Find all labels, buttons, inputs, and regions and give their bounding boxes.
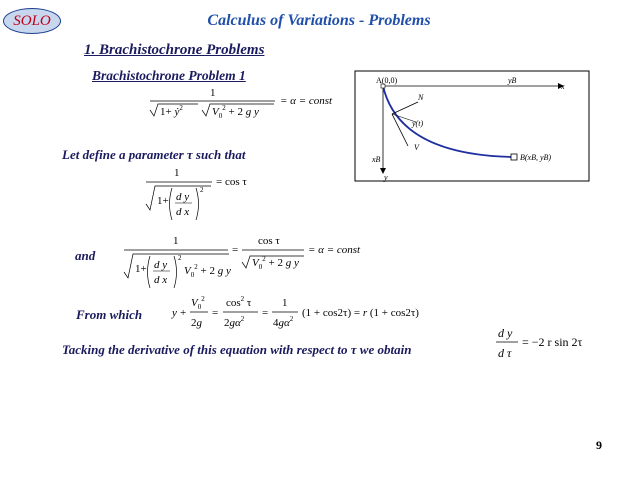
solo-logo: SOLO — [3, 8, 61, 34]
svg-text:V02 + 2 g y: $V_0^2 + 2$ g y — [184, 263, 231, 279]
svg-text:d y: d y — [176, 191, 190, 203]
svg-text:1: 1 — [173, 235, 179, 247]
svg-text:=: = — [262, 307, 269, 319]
svg-text:1+: 1+ — [135, 263, 147, 275]
parameter-intro: Let define a parameter τ such that — [62, 147, 246, 162]
svg-text:2gα2: $2g\alpha^2$ — [224, 315, 245, 329]
svg-text:4gα2: $4g\alpha^2$ — [273, 315, 294, 329]
svg-text:d y: d y — [154, 259, 168, 271]
svg-text:d x: d x — [154, 274, 168, 286]
svg-text:1: 1 — [210, 87, 216, 99]
svg-text:V02: $V_0^2$ — [191, 295, 205, 311]
normal-label: N — [418, 93, 424, 102]
and-label: and — [75, 248, 96, 263]
svg-text:1: 1 — [174, 167, 180, 179]
derivative-text: Tacking the derivative of this equation with respect to τ we obtain — [62, 342, 412, 357]
velocity-label: V — [414, 143, 419, 152]
yb-label: yB — [508, 76, 517, 85]
xb-label: xB — [372, 155, 381, 164]
equation-5 — [494, 323, 624, 363]
svg-text:d x: d x — [176, 206, 190, 218]
svg-text:d y: d y — [498, 326, 513, 340]
svg-text:V02 + 2 g y: $V_0^2 + 2$ g y — [252, 255, 299, 271]
x-axis-label: x — [561, 82, 565, 91]
svg-text:cos2 τ: $\cos^2 \tau$ — [226, 295, 252, 309]
eq3-rhs: = α = const — [308, 244, 361, 256]
svg-text:2: 2 — [200, 186, 204, 194]
end-point-label: B(xB, yB) — [520, 153, 552, 162]
svg-text:1+ ẏ2: 1+ ẏ$^2$ — [160, 104, 183, 118]
svg-text:cos τ: cos τ — [258, 235, 280, 247]
eq3-mid: = — [232, 244, 239, 256]
eq1-rhs: = α = const — [280, 95, 333, 107]
svg-text:V02 + 2 g y: $V_0^2 + 2$ g y — [212, 104, 259, 120]
svg-text:1+: 1+ — [157, 195, 169, 207]
eq5-rhs: = −2 r sin 2τ — [522, 335, 583, 349]
svg-text:2: 2 — [178, 254, 182, 262]
svg-text:+: + — [180, 307, 187, 319]
subsection-title: Brachistochrone Problem 1 — [92, 68, 246, 83]
origin-label: A(0,0) — [376, 76, 398, 85]
y-axis-label: y — [384, 173, 388, 182]
svg-text:1: 1 — [282, 297, 288, 309]
from-which-label: From which — [76, 307, 143, 322]
page-number: 9 — [596, 438, 602, 452]
svg-text:y: y — [172, 307, 177, 319]
section-title: 1. Brachistochrone Problems — [84, 42, 265, 58]
eq2-rhs: = cos τ — [216, 176, 247, 188]
yt-label: y(t) — [412, 119, 424, 128]
svg-text:2g: 2g — [191, 317, 202, 329]
page-title: Calculus of Variations - Problems — [207, 12, 431, 29]
svg-text:(1 + cos2τ) = r (1 + cos2τ): (1 + cos2τ) = r (1 + cos2τ) — [302, 307, 419, 319]
brachistochrone-diagram — [354, 70, 590, 182]
equation-3 — [118, 232, 368, 290]
svg-text:=: = — [212, 307, 219, 319]
equation-4 — [170, 294, 440, 334]
svg-text:d τ: d τ — [498, 346, 512, 360]
equation-1 — [140, 84, 340, 124]
equation-2 — [140, 164, 280, 224]
